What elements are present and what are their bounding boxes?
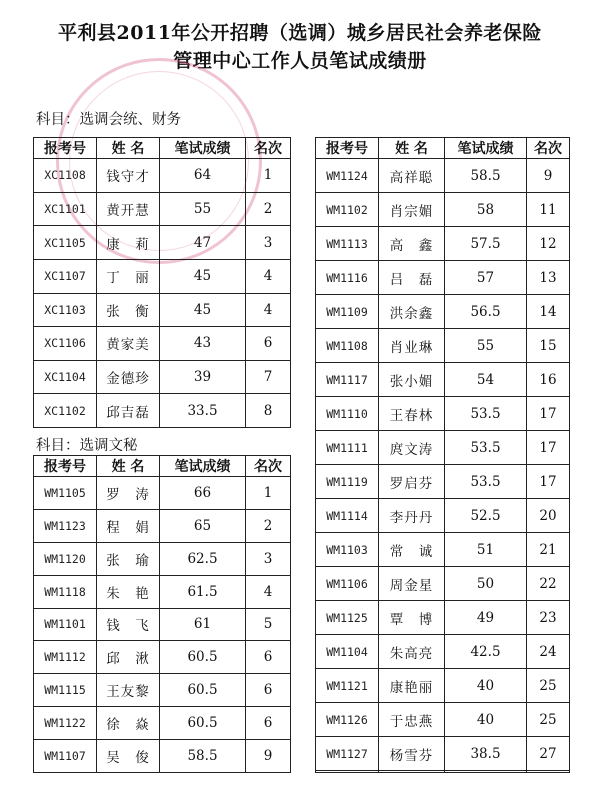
subject-label-secretary: 科目：选调文秘: [36, 438, 138, 454]
rank-cell: 24: [527, 635, 570, 669]
column-header-score: 笔试成绩: [160, 138, 246, 159]
exam-id-cell: WM1101: [34, 608, 97, 641]
exam-id-cell: XC1106: [34, 327, 97, 361]
exam-id-cell: WM1115: [34, 674, 97, 707]
score-cell: 55: [160, 192, 246, 226]
rank-cell: 9: [246, 740, 291, 773]
name-cell: 周金星: [379, 567, 445, 601]
exam-id-cell: XC1108: [34, 159, 97, 193]
exam-id-cell: WM1116: [316, 261, 379, 295]
score-cell: 53.5: [445, 397, 527, 431]
score-cell: 60.5: [160, 707, 246, 740]
name-cell: 张小媚: [379, 363, 445, 397]
exam-id-cell: WM1113: [316, 227, 379, 261]
score-cell: 54: [445, 363, 527, 397]
rank-cell: 7: [246, 360, 291, 394]
exam-id-cell: WM1127: [316, 737, 379, 771]
name-cell: 王春林: [379, 397, 445, 431]
document-title-line-2: 管理中心工作人员笔试成绩册: [173, 50, 427, 72]
rank-cell: 17: [527, 431, 570, 465]
score-cell: 56.5: [445, 295, 527, 329]
exam-id-cell: XC1107: [34, 259, 97, 293]
name-cell: 钱守才: [97, 159, 160, 193]
table-row: [316, 159, 570, 193]
rank-cell: 25: [527, 669, 570, 703]
empty-cell: [316, 771, 379, 773]
name-cell: 常 诚: [379, 533, 445, 567]
rank-cell: 4: [246, 259, 291, 293]
table-row: [316, 669, 570, 703]
table-row: [316, 397, 570, 431]
name-cell: 徐 焱: [97, 707, 160, 740]
table-row: [316, 601, 570, 635]
rank-cell: 5: [246, 608, 291, 641]
score-cell: 47: [160, 226, 246, 260]
name-cell: 张 瑜: [97, 542, 160, 575]
name-cell: 康 莉: [97, 226, 160, 260]
exam-id-cell: WM1108: [316, 329, 379, 363]
score-cell: 42.5: [445, 635, 527, 669]
name-cell: 王友黎: [97, 674, 160, 707]
exam-id-cell: WM1110: [316, 397, 379, 431]
score-cell: 66: [160, 477, 246, 510]
exam-id-cell: WM1111: [316, 431, 379, 465]
rank-cell: 2: [246, 509, 291, 542]
name-cell: 李丹丹: [379, 499, 445, 533]
rank-cell: 12: [527, 227, 570, 261]
name-cell: 于忠燕: [379, 703, 445, 737]
score-cell: 40: [445, 703, 527, 737]
score-table-secretary-continued: [315, 137, 570, 773]
table-row: [316, 193, 570, 227]
table-row: [34, 542, 291, 575]
table-header-row: [34, 138, 291, 159]
exam-id-cell: XC1102: [34, 394, 97, 428]
exam-id-cell: WM1126: [316, 703, 379, 737]
table-header-row: [316, 138, 570, 159]
name-cell: 罗 涛: [97, 477, 160, 510]
exam-id-cell: XC1104: [34, 360, 97, 394]
name-cell: 黄开慧: [97, 192, 160, 226]
table-row: [316, 261, 570, 295]
rank-cell: 17: [527, 397, 570, 431]
score-cell: 61.5: [160, 575, 246, 608]
score-cell: 62.5: [160, 542, 246, 575]
score-cell: 40: [445, 669, 527, 703]
table-row: [34, 575, 291, 608]
name-cell: 肖业琳: [379, 329, 445, 363]
exam-id-cell: WM1112: [34, 641, 97, 674]
column-header-name: 姓 名: [379, 138, 445, 159]
exam-id-cell: WM1107: [34, 740, 97, 773]
table-row: [34, 477, 291, 510]
column-header-rank: 名次: [527, 138, 570, 159]
name-cell: 朱高亮: [379, 635, 445, 669]
name-cell: 程 娟: [97, 509, 160, 542]
score-cell: 57: [445, 261, 527, 295]
name-cell: 吕 磊: [379, 261, 445, 295]
table-row: [316, 465, 570, 499]
name-cell: 朱 艳: [97, 575, 160, 608]
name-cell: 金德珍: [97, 360, 160, 394]
score-cell: 64: [160, 159, 246, 193]
exam-id-cell: WM1120: [34, 542, 97, 575]
empty-cell: [445, 771, 527, 773]
name-cell: 邱吉磊: [97, 394, 160, 428]
rank-cell: 23: [527, 601, 570, 635]
exam-id-cell: WM1121: [316, 669, 379, 703]
score-cell: 33.5: [160, 394, 246, 428]
table-row: [34, 674, 291, 707]
rank-cell: 1: [246, 159, 291, 193]
score-cell: 60.5: [160, 674, 246, 707]
rank-cell: 22: [527, 567, 570, 601]
score-cell: 65: [160, 509, 246, 542]
name-cell: 杨雪芬: [379, 737, 445, 771]
table-row: [316, 363, 570, 397]
table-row: [34, 394, 291, 428]
exam-id-cell: WM1109: [316, 295, 379, 329]
name-cell: 高 鑫: [379, 227, 445, 261]
name-cell: 张 衡: [97, 293, 160, 327]
table-row: [34, 259, 291, 293]
subject-label-accounting: 科目：选调会统、财务: [36, 112, 181, 128]
score-cell: 50: [445, 567, 527, 601]
exam-id-cell: XC1103: [34, 293, 97, 327]
rank-cell: 2: [246, 192, 291, 226]
score-cell: 58.5: [445, 159, 527, 193]
name-cell: 覃 博: [379, 601, 445, 635]
score-cell: 60.5: [160, 641, 246, 674]
score-cell: 43: [160, 327, 246, 361]
exam-id-cell: WM1122: [34, 707, 97, 740]
table-row: [34, 360, 291, 394]
column-header-exam-id: 报考号: [34, 456, 97, 477]
name-cell: 肖宗媚: [379, 193, 445, 227]
score-cell: 57.5: [445, 227, 527, 261]
table-row: [34, 226, 291, 260]
name-cell: 罗启芬: [379, 465, 445, 499]
column-header-exam-id: 报考号: [34, 138, 97, 159]
column-header-rank: 名次: [246, 456, 291, 477]
table-row: [316, 533, 570, 567]
table-row: [34, 707, 291, 740]
exam-id-cell: XC1105: [34, 226, 97, 260]
score-cell: 61: [160, 608, 246, 641]
rank-cell: 13: [527, 261, 570, 295]
rank-cell: 4: [246, 293, 291, 327]
exam-id-cell: WM1125: [316, 601, 379, 635]
rank-cell: 6: [246, 707, 291, 740]
table-row: [316, 499, 570, 533]
score-cell: 51: [445, 533, 527, 567]
exam-id-cell: WM1124: [316, 159, 379, 193]
table-row: [316, 737, 570, 771]
table-row: [316, 635, 570, 669]
rank-cell: 14: [527, 295, 570, 329]
empty-table-row: [316, 771, 570, 773]
exam-id-cell: WM1103: [316, 533, 379, 567]
score-cell: 49: [445, 601, 527, 635]
rank-cell: 17: [527, 465, 570, 499]
score-cell: 53.5: [445, 465, 527, 499]
table-row: [316, 295, 570, 329]
table-header-row: [34, 456, 291, 477]
rank-cell: 3: [246, 542, 291, 575]
score-cell: 45: [160, 259, 246, 293]
empty-cell: [379, 771, 445, 773]
table-row: [34, 293, 291, 327]
column-header-score: 笔试成绩: [160, 456, 246, 477]
name-cell: 邱 湫: [97, 641, 160, 674]
document-title-line-1: 平利县2011年公开招聘（选调）城乡居民社会养老保险: [58, 22, 542, 44]
rank-cell: 21: [527, 533, 570, 567]
table-row: [34, 641, 291, 674]
table-row: [316, 227, 570, 261]
score-cell: 55: [445, 329, 527, 363]
name-cell: 钱 飞: [97, 608, 160, 641]
column-header-name: 姓 名: [97, 456, 160, 477]
table-row: [316, 329, 570, 363]
table-row: [316, 431, 570, 465]
score-cell: 58.5: [160, 740, 246, 773]
score-cell: 52.5: [445, 499, 527, 533]
exam-id-cell: WM1123: [34, 509, 97, 542]
exam-id-cell: WM1114: [316, 499, 379, 533]
table-row: [316, 703, 570, 737]
column-header-exam-id: 报考号: [316, 138, 379, 159]
exam-id-cell: WM1102: [316, 193, 379, 227]
table-row: [316, 567, 570, 601]
score-table-secretary: [33, 455, 291, 773]
name-cell: 庹文涛: [379, 431, 445, 465]
table-row: [34, 608, 291, 641]
exam-id-cell: WM1117: [316, 363, 379, 397]
rank-cell: 6: [246, 327, 291, 361]
score-cell: 45: [160, 293, 246, 327]
exam-id-cell: WM1119: [316, 465, 379, 499]
exam-id-cell: WM1105: [34, 477, 97, 510]
rank-cell: 8: [246, 394, 291, 428]
score-cell: 39: [160, 360, 246, 394]
column-header-name: 姓 名: [97, 138, 160, 159]
name-cell: 丁 丽: [97, 259, 160, 293]
column-header-score: 笔试成绩: [445, 138, 527, 159]
name-cell: 高祥聪: [379, 159, 445, 193]
score-cell: 53.5: [445, 431, 527, 465]
name-cell: 康艳丽: [379, 669, 445, 703]
exam-id-cell: WM1118: [34, 575, 97, 608]
rank-cell: 6: [246, 674, 291, 707]
table-row: [34, 192, 291, 226]
rank-cell: 16: [527, 363, 570, 397]
rank-cell: 1: [246, 477, 291, 510]
rank-cell: 15: [527, 329, 570, 363]
rank-cell: 3: [246, 226, 291, 260]
column-header-rank: 名次: [246, 138, 291, 159]
score-table-accounting: [33, 137, 291, 428]
rank-cell: 4: [246, 575, 291, 608]
rank-cell: 9: [527, 159, 570, 193]
table-row: [34, 740, 291, 773]
exam-id-cell: WM1106: [316, 567, 379, 601]
table-row: [34, 159, 291, 193]
rank-cell: 25: [527, 703, 570, 737]
rank-cell: 27: [527, 737, 570, 771]
exam-id-cell: WM1104: [316, 635, 379, 669]
name-cell: 洪余鑫: [379, 295, 445, 329]
exam-id-cell: XC1101: [34, 192, 97, 226]
rank-cell: 6: [246, 641, 291, 674]
name-cell: 黄家美: [97, 327, 160, 361]
score-cell: 58: [445, 193, 527, 227]
score-cell: 38.5: [445, 737, 527, 771]
table-row: [34, 509, 291, 542]
name-cell: 吴 俊: [97, 740, 160, 773]
rank-cell: 20: [527, 499, 570, 533]
table-row: [34, 327, 291, 361]
rank-cell: 11: [527, 193, 570, 227]
empty-cell: [527, 771, 570, 773]
